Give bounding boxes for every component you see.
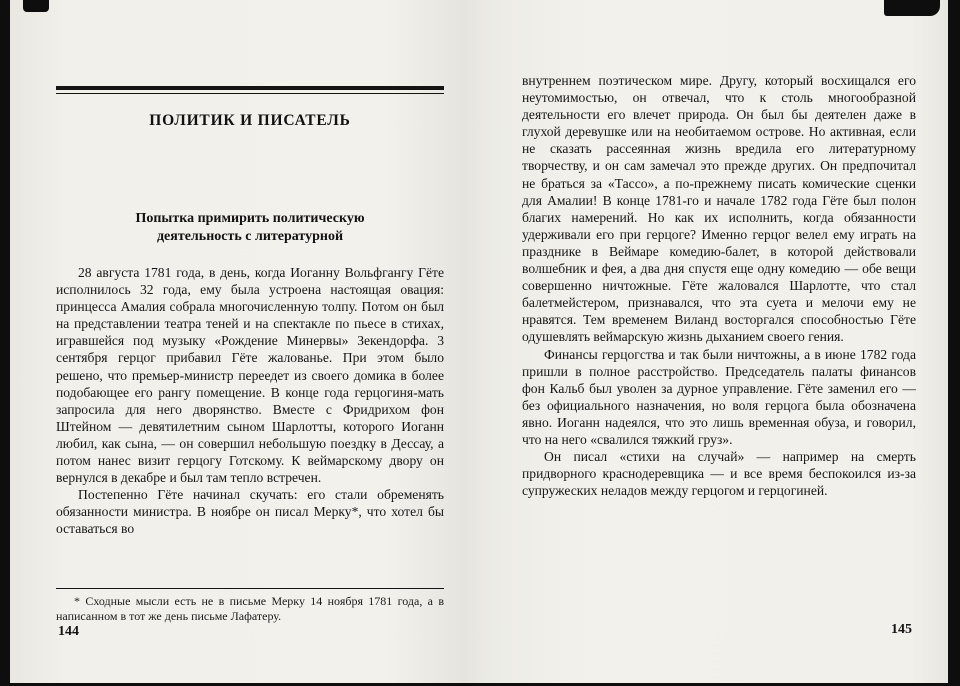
left-page [56,0,444,683]
footnote-rule [56,588,444,589]
rule-thin [56,93,444,94]
book-spread [10,0,948,683]
chapter-title: ПОЛИТИК И ПИСАТЕЛЬ [149,112,351,129]
footnote-block [56,588,444,624]
section-subtitle: Попытка примирить политическую деятельность с литературной [135,211,365,244]
paragraph: 28 августа 1781 года, в день, когда Иоганну Вольфгангу Гёте исполнилось 32 года, ему была устроена настоящая овация: принцесса Амалия собрала многочисленную толпу. Потом он был на представлении театра теней и на спектакле по пьесе в стихах, игравшейся под музыку «Рождение Минервы» Зекендорфа. 3 сентября герцог прибавил Гёте жалованье. При этом было решено, что премьер-министр переедет из своего домика в более подобающее его рангу помещение. В конце года герцогиня-мать запросила для него дворянство. Вместе с Фридрихом фон Штейном — девятилетним сыном Шарлотты, которого Иоганн любил, как сына, — он совершил небольшую поездку в Дессау, а потом нанес визит герцогу Готскому. К веймарскому двору он вернулся в декабре и был там тепло встречен. [56,265,444,486]
paragraph: Постепенно Гёте начинал скучать: его стали обременять обязанности министра. В ноябре он писал Мерку*, что хотел бы оставаться во [56,487,444,537]
right-page [522,0,916,683]
paragraph: Финансы герцогства и так были ничтожны, а в июне 1782 года пришли в полное расстройство. Председатель палаты финансов фон Кальб был уволен за дурное управление. Гёте заменил его — без официального назначения, но воля герцога была обозначена явно. Иоганн надеялся, что это лишь временная обуза, и говорил, что на него «свалился тяжкий груз». [522,346,916,447]
footnote: * Сходные мысли есть не в письме Мерку 14 ноября 1781 года, а в написанном в тот же день письме Лафатеру. [56,594,444,623]
page-number-right: 145 [891,622,912,637]
paragraph: Он писал «стихи на случай» — например на смерть придворного краснодеревщика — и все время беспокоился из-за супружеских неладов между герцогом и герцогиней. [522,449,916,499]
chapter-header-rule [56,86,444,94]
scan-artifact-top-left [23,0,49,12]
page-number-left: 144 [58,624,79,639]
paragraph: внутреннем поэтическом мире. Другу, который восхищался его неутомимостью, он отвечал, что к столь многообразной деятельности его влечет природа. Он был бы деятелен даже в глухой деревушке или на необитаемом острове. Но активная, если не сказать рассеянная жизнь вредила его литературному творчеству, и он сам замечал это прежде других. Он предпочитал не браться за «Тассо», а по-прежнему писать комические сценки для Амалии! В конце 1781-го и начале 1782 года Гёте был полон благих намерений. Но как их исполнить, когда обязанности удерживали его при герцоге? Именно герцог велел ему играть на празднике в Веймаре комедию-балет, в которой действовали волшебник и фея, а два дня спустя еще одну комедию — обе вещи совершенно ничтожные. Гёте жаловался Шарлотте, что стал балетмейстером, признавался, что эта суета и мелочи ему не нравятся. Тем временем Виланд восторгался способностью Гёте одушевлять веймарскую жизнь дыханием своего гения. [522,73,916,345]
rule-thick [56,86,444,90]
